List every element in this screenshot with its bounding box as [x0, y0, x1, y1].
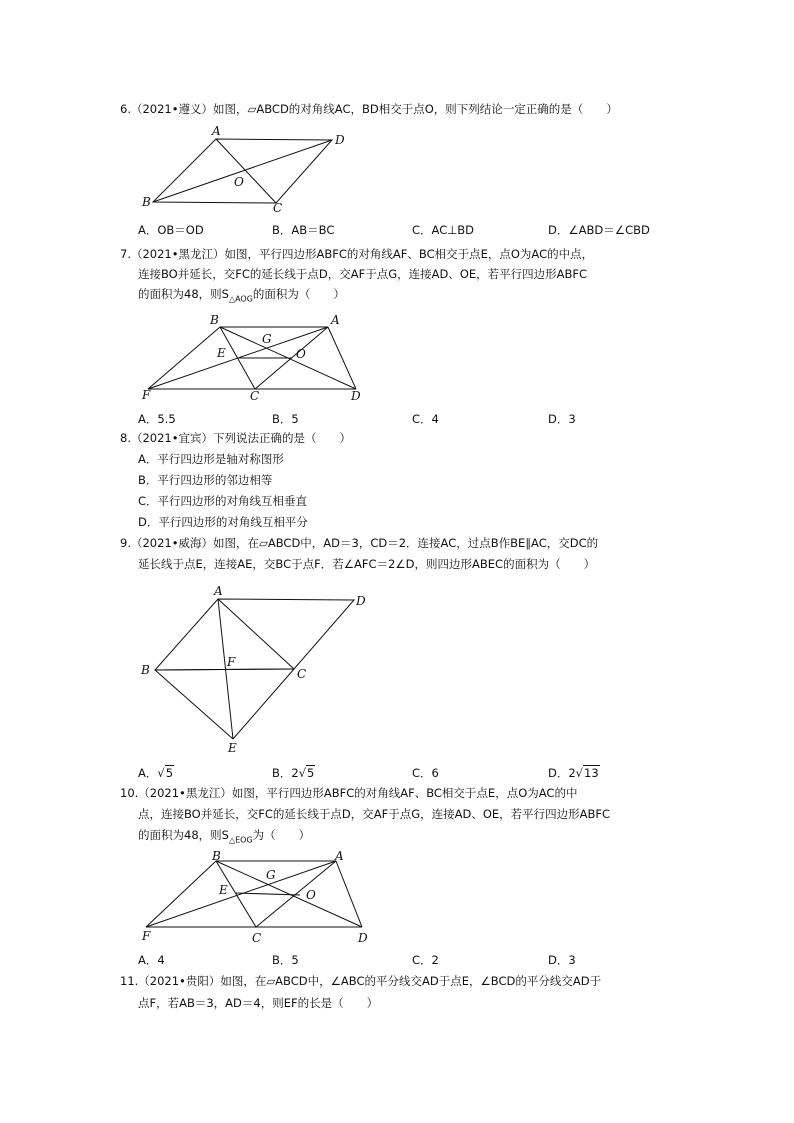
q7-label-d: D [351, 389, 361, 402]
q9-label-b: B [141, 663, 150, 677]
q10-option-a: A．4 [138, 953, 165, 967]
q10-stem-line2: 点，连接BO并延长，交FC的延长线于点D，交AF于点G，连接AD、OE，若平行四边形ABFC [138, 807, 611, 821]
q7-stem-line2: 连接BO并延长，交FC的延长线于点D，交AF于点G，连接AD、OE，若平行四边形ABFC [138, 267, 588, 281]
q7-option-c: C．4 [412, 412, 439, 426]
q6-label-a: A [212, 124, 221, 138]
q9-label-f: F [227, 655, 236, 669]
q7-stem-line1: 7.（2021•黑龙江）如图，平行四边形ABFC的对角线AF、BC相交于点E，点O为AC的中点， [120, 247, 594, 261]
q7-label-g: G [262, 332, 272, 346]
q7-label-a: A [331, 313, 340, 327]
q7-label-o: O [296, 347, 306, 361]
q7-figure [140, 310, 370, 402]
q7-option-b: B．5 [272, 412, 299, 426]
q9-parallelogram [155, 599, 354, 670]
q6-label-b: B [142, 195, 151, 209]
q8-option-a: A．平行四边形是轴对称图形 [138, 452, 284, 466]
q7-stem-line3: 的面积为48，则$S_{\triangle AOG}$的面积为（ ） [138, 287, 345, 304]
q9-label-e: E [228, 741, 237, 755]
q6-label-o: O [234, 175, 244, 189]
q8-option-c: C．平行四边形的对角线互相垂直 [138, 494, 308, 508]
q9-label-c: C [297, 667, 307, 681]
q10-label-a: A [335, 849, 344, 863]
q6-figure [140, 122, 350, 212]
q7-label-f: F [142, 388, 151, 402]
q9-label-a: A [214, 584, 223, 598]
q10-label-e: E [219, 883, 228, 897]
q7-option-a: A．5.5 [138, 412, 176, 426]
q7-option-d: D．3 [548, 412, 576, 426]
q6-label-c: C [273, 201, 283, 212]
q7-label-e: E [217, 346, 226, 360]
q6-diagonal-bd [153, 140, 332, 202]
q9-option-d: D．2√13 [548, 766, 599, 780]
q6-diagonal-ac [216, 139, 276, 203]
q6-label-d: D [335, 133, 345, 147]
q7-label-c: C [250, 389, 260, 402]
q9-option-a: A．√5 [138, 766, 174, 780]
q10-label-f: F [142, 929, 151, 943]
q10-label-c: C [252, 931, 262, 945]
q8-option-b: B．平行四边形的邻边相等 [138, 473, 273, 487]
q9-option-b: B．2√5 [272, 766, 315, 780]
q10-option-b: B．5 [272, 953, 299, 967]
q6-option-c: C．AC⊥BD [412, 223, 474, 237]
q11-stem-line1: 11.（2021•贵阳）如图，在▱ABCD中，∠ABC的平分线交AD于点E，∠BCD的平分线交AD于 [120, 974, 602, 988]
q10-label-g: G [266, 868, 276, 882]
q6-option-a: A．OB＝OD [138, 223, 204, 237]
q9-stem-line2: 延长线于点E，连接AE，交BC于点F．若∠AFC＝2∠D，则四边形ABEC的面积为（ ） [138, 557, 596, 571]
q10-label-b: B [212, 849, 221, 863]
q6-option-d: D．∠ABD＝∠CBD [548, 223, 650, 237]
q10-option-d: D．3 [548, 953, 576, 967]
q10-label-d: D [358, 931, 368, 945]
q9-figure [138, 583, 378, 755]
q10-option-c: C．2 [412, 953, 439, 967]
q6-option-b: B．AB＝BC [272, 223, 335, 237]
q10-stem-line1: 10.（2021•黑龙江）如图，平行四边形ABFC的对角线AF、BC相交于点E，点O为AC的中 [120, 786, 578, 800]
q9-label-d: D [356, 594, 366, 608]
q10-figure [140, 849, 370, 945]
q9-option-c: C．6 [412, 766, 439, 780]
q10-stem-line3: 的面积为48，则$S_{\triangle EOG}$为（ ） [138, 828, 311, 845]
q9-stem-line1: 9.（2021•威海）如图，在▱ABCD中，AD＝3，CD＝2．连接AC，过点B作BE∥AC，交DC的 [120, 536, 599, 550]
q8-stem: 8.（2021•宜宾）下列说法正确的是（ ） [120, 431, 352, 445]
q6-stem: 6.（2021•遵义）如图，▱ABCD的对角线AC，BD相交于点O，则下列结论一定正确的是（ ） [120, 102, 618, 116]
q7-label-b: B [210, 313, 219, 327]
q10-label-o: O [306, 888, 316, 902]
q11-stem-line2: 点F，若AB＝3，AD＝4，则EF的长是（ ） [138, 996, 379, 1010]
q8-option-d: D．平行四边形的对角线互相平分 [138, 515, 308, 529]
